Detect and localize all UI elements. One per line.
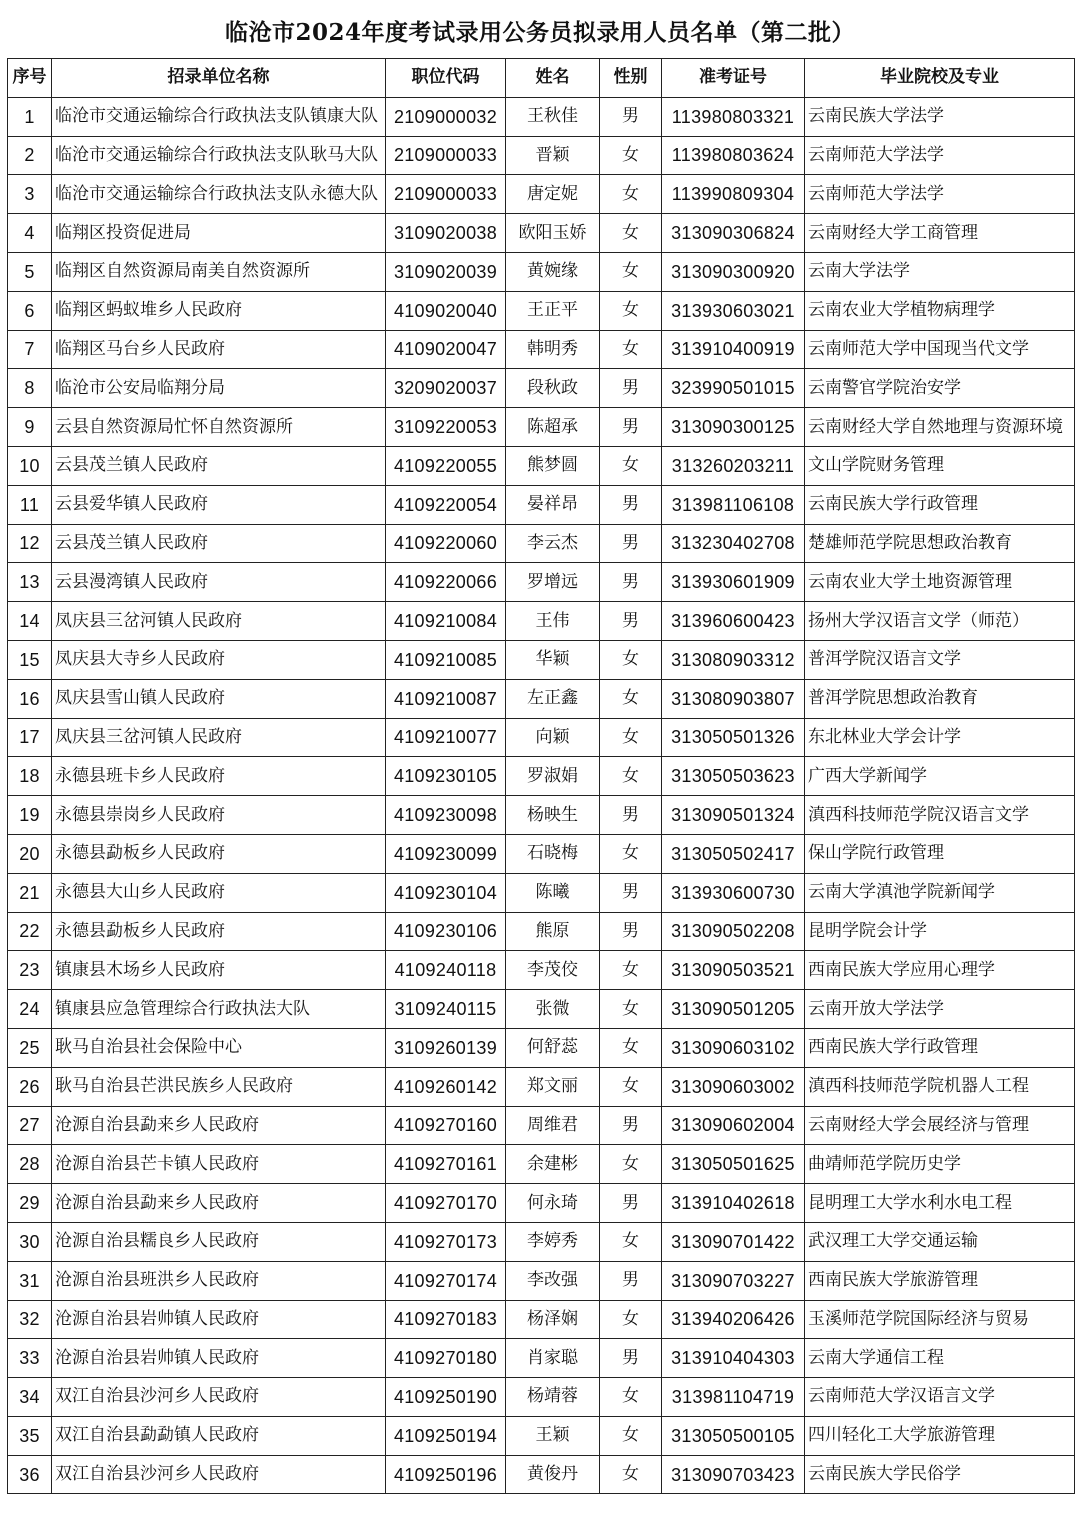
table-row [8,1222,1075,1261]
cell-exam-id: 313050502417 [662,834,805,873]
cell-school-major: 云南农业大学土地资源管理 [805,563,1075,602]
cell-name: 晏祥昂 [506,485,600,524]
cell-seq: 12 [8,524,52,563]
table-row [8,873,1075,912]
cell-exam-id: 313090501324 [662,796,805,835]
cell-seq: 10 [8,446,52,485]
document-title: 临沧市2024年度考试录用公务员拟录用人员名单（第二批） [224,18,855,46]
cell-name: 李云杰 [506,524,600,563]
cell-name: 黄婉缘 [506,252,600,291]
cell-position-code: 3109260139 [386,1028,506,1067]
cell-seq: 20 [8,834,52,873]
cell-name: 杨靖蓉 [506,1378,600,1417]
cell-name: 李改强 [506,1261,600,1300]
cell-unit: 耿马自治县芒洪民族乡人民政府 [52,1067,386,1106]
cell-gender: 男 [600,408,662,447]
cell-unit: 凤庆县雪山镇人民政府 [52,679,386,718]
cell-school-major: 武汉理工大学交通运输 [805,1222,1075,1261]
cell-school-major: 云南师范大学法学 [805,136,1075,175]
cell-name: 唐定妮 [506,175,600,214]
cell-name: 肖家聪 [506,1339,600,1378]
cell-unit: 永德县班卡乡人民政府 [52,757,386,796]
table-row [8,912,1075,951]
cell-name: 郑文丽 [506,1067,600,1106]
cell-school-major: 云南开放大学法学 [805,990,1075,1029]
cell-name: 石晓梅 [506,834,600,873]
cell-unit: 凤庆县三岔河镇人民政府 [52,718,386,757]
cell-position-code: 4109270161 [386,1145,506,1184]
table-row [8,291,1075,330]
cell-school-major: 西南民族大学旅游管理 [805,1261,1075,1300]
table-header-row [8,59,1075,98]
cell-school-major: 滇西科技师范学院汉语言文学 [805,796,1075,835]
cell-exam-id: 313090300125 [662,408,805,447]
table-row [8,834,1075,873]
cell-unit: 双江自治县沙河乡人民政府 [52,1378,386,1417]
cell-seq: 11 [8,485,52,524]
table-row [8,175,1075,214]
cell-name: 段秋政 [506,369,600,408]
cell-exam-id: 313050503623 [662,757,805,796]
cell-school-major: 文山学院财务管理 [805,446,1075,485]
cell-unit: 耿马自治县社会保险中心 [52,1028,386,1067]
cell-name: 周维君 [506,1106,600,1145]
cell-seq: 35 [8,1416,52,1455]
cell-exam-id: 313940206426 [662,1300,805,1339]
cell-school-major: 滇西科技师范学院机器人工程 [805,1067,1075,1106]
cell-gender: 女 [600,757,662,796]
table-row [8,679,1075,718]
cell-name: 晋颖 [506,136,600,175]
cell-school-major: 曲靖师范学院历史学 [805,1145,1075,1184]
cell-gender: 男 [600,485,662,524]
cell-gender: 男 [600,97,662,136]
cell-position-code: 4109230106 [386,912,506,951]
cell-unit: 沧源自治县岩帅镇人民政府 [52,1339,386,1378]
cell-position-code: 4109230099 [386,834,506,873]
cell-position-code: 3109220053 [386,408,506,447]
cell-gender: 女 [600,990,662,1029]
table-row [8,1378,1075,1417]
cell-exam-id: 313050501326 [662,718,805,757]
cell-school-major: 昆明学院会计学 [805,912,1075,951]
cell-gender: 男 [600,602,662,641]
table-body [8,97,1075,1494]
cell-name: 陈曦 [506,873,600,912]
cell-exam-id: 313050500105 [662,1416,805,1455]
table-row [8,757,1075,796]
cell-unit: 凤庆县三岔河镇人民政府 [52,602,386,641]
cell-exam-id: 313960600423 [662,602,805,641]
cell-exam-id: 313080903807 [662,679,805,718]
table-row [8,563,1075,602]
cell-name: 王正平 [506,291,600,330]
cell-seq: 17 [8,718,52,757]
cell-seq: 30 [8,1222,52,1261]
cell-gender: 女 [600,175,662,214]
table-row [8,136,1075,175]
table-row [8,446,1075,485]
cell-gender: 女 [600,330,662,369]
cell-gender: 女 [600,1455,662,1494]
cell-position-code: 4109230105 [386,757,506,796]
cell-gender: 女 [600,1416,662,1455]
cell-unit: 镇康县木场乡人民政府 [52,951,386,990]
cell-unit: 临翔区蚂蚁堆乡人民政府 [52,291,386,330]
cell-exam-id: 313090503521 [662,951,805,990]
cell-unit: 双江自治县沙河乡人民政府 [52,1455,386,1494]
cell-school-major: 保山学院行政管理 [805,834,1075,873]
cell-unit: 双江自治县勐勐镇人民政府 [52,1416,386,1455]
cell-gender: 女 [600,214,662,253]
cell-unit: 临翔区投资促进局 [52,214,386,253]
header-school-major: 毕业院校及专业 [805,59,1075,98]
table-row [8,1455,1075,1494]
cell-exam-id: 113980803624 [662,136,805,175]
cell-position-code: 4109210077 [386,718,506,757]
cell-name: 王颖 [506,1416,600,1455]
cell-position-code: 4109230104 [386,873,506,912]
table-row [8,1106,1075,1145]
cell-position-code: 4109020040 [386,291,506,330]
cell-unit: 永德县崇岗乡人民政府 [52,796,386,835]
header-gender: 性别 [600,59,662,98]
cell-seq: 27 [8,1106,52,1145]
cell-gender: 男 [600,369,662,408]
cell-gender: 男 [600,563,662,602]
cell-school-major: 云南大学滇池学院新闻学 [805,873,1075,912]
cell-seq: 31 [8,1261,52,1300]
cell-school-major: 云南财经大学自然地理与资源环境 [805,408,1075,447]
table-row [8,1028,1075,1067]
cell-school-major: 云南民族大学法学 [805,97,1075,136]
cell-school-major: 普洱学院汉语言文学 [805,640,1075,679]
cell-unit: 临翔区自然资源局南美自然资源所 [52,252,386,291]
cell-gender: 女 [600,951,662,990]
cell-seq: 28 [8,1145,52,1184]
cell-unit: 永德县勐板乡人民政府 [52,912,386,951]
cell-gender: 女 [600,1222,662,1261]
cell-gender: 女 [600,1300,662,1339]
cell-seq: 6 [8,291,52,330]
cell-position-code: 3109020039 [386,252,506,291]
cell-exam-id: 313981104719 [662,1378,805,1417]
cell-name: 陈超承 [506,408,600,447]
cell-school-major: 云南财经大学工商管理 [805,214,1075,253]
cell-gender: 女 [600,291,662,330]
cell-name: 杨泽娴 [506,1300,600,1339]
cell-unit: 临沧市公安局临翔分局 [52,369,386,408]
cell-gender: 女 [600,718,662,757]
cell-seq: 33 [8,1339,52,1378]
table-row [8,640,1075,679]
cell-name: 罗增远 [506,563,600,602]
cell-name: 余建彬 [506,1145,600,1184]
cell-position-code: 4109240118 [386,951,506,990]
table-row [8,1416,1075,1455]
table-row [8,408,1075,447]
cell-position-code: 4109020047 [386,330,506,369]
cell-name: 张微 [506,990,600,1029]
cell-school-major: 西南民族大学应用心理学 [805,951,1075,990]
table-row [8,1184,1075,1223]
cell-school-major: 云南师范大学汉语言文学 [805,1378,1075,1417]
cell-school-major: 普洱学院思想政治教育 [805,679,1075,718]
cell-exam-id: 313930603021 [662,291,805,330]
cell-position-code: 4109250194 [386,1416,506,1455]
cell-school-major: 云南财经大学会展经济与管理 [805,1106,1075,1145]
cell-school-major: 四川轻化工大学旅游管理 [805,1416,1075,1455]
cell-seq: 25 [8,1028,52,1067]
cell-exam-id: 313090502208 [662,912,805,951]
cell-unit: 云县茂兰镇人民政府 [52,524,386,563]
cell-gender: 男 [600,524,662,563]
cell-position-code: 4109250196 [386,1455,506,1494]
cell-seq: 24 [8,990,52,1029]
header-name: 姓名 [506,59,600,98]
cell-position-code: 2109000033 [386,136,506,175]
cell-exam-id: 313930601909 [662,563,805,602]
table-row [8,718,1075,757]
cell-unit: 临沧市交通运输综合行政执法支队耿马大队 [52,136,386,175]
cell-gender: 男 [600,1261,662,1300]
cell-position-code: 4109270170 [386,1184,506,1223]
cell-seq: 29 [8,1184,52,1223]
cell-name: 何舒蕊 [506,1028,600,1067]
cell-unit: 凤庆县大寺乡人民政府 [52,640,386,679]
cell-position-code: 4109270183 [386,1300,506,1339]
cell-exam-id: 313090300920 [662,252,805,291]
table-row [8,1067,1075,1106]
cell-seq: 4 [8,214,52,253]
cell-seq: 2 [8,136,52,175]
cell-position-code: 4109260142 [386,1067,506,1106]
cell-seq: 5 [8,252,52,291]
cell-exam-id: 313910404303 [662,1339,805,1378]
cell-seq: 9 [8,408,52,447]
cell-exam-id: 323990501015 [662,369,805,408]
cell-seq: 14 [8,602,52,641]
cell-seq: 1 [8,97,52,136]
cell-exam-id: 113990809304 [662,175,805,214]
cell-gender: 男 [600,912,662,951]
table-row [8,524,1075,563]
header-position-code: 职位代码 [386,59,506,98]
cell-name: 向颖 [506,718,600,757]
cell-name: 华颖 [506,640,600,679]
cell-seq: 15 [8,640,52,679]
cell-exam-id: 313090501205 [662,990,805,1029]
cell-name: 熊原 [506,912,600,951]
cell-exam-id: 313930600730 [662,873,805,912]
cell-name: 李茂佼 [506,951,600,990]
cell-seq: 19 [8,796,52,835]
table-row [8,330,1075,369]
cell-school-major: 西南民族大学行政管理 [805,1028,1075,1067]
cell-school-major: 扬州大学汉语言文学（师范） [805,602,1075,641]
table-row [8,97,1075,136]
table-row [8,369,1075,408]
cell-school-major: 云南民族大学民俗学 [805,1455,1075,1494]
cell-exam-id: 313090603002 [662,1067,805,1106]
cell-unit: 沧源自治县岩帅镇人民政府 [52,1300,386,1339]
cell-gender: 女 [600,1028,662,1067]
cell-name: 左正鑫 [506,679,600,718]
table-row [8,252,1075,291]
cell-unit: 云县茂兰镇人民政府 [52,446,386,485]
table-row [8,1339,1075,1378]
cell-gender: 女 [600,446,662,485]
cell-seq: 3 [8,175,52,214]
cell-seq: 22 [8,912,52,951]
cell-seq: 7 [8,330,52,369]
cell-unit: 临翔区马台乡人民政府 [52,330,386,369]
cell-school-major: 楚雄师范学院思想政治教育 [805,524,1075,563]
cell-unit: 永德县勐板乡人民政府 [52,834,386,873]
cell-gender: 女 [600,136,662,175]
cell-exam-id: 313050501625 [662,1145,805,1184]
cell-gender: 女 [600,834,662,873]
cell-exam-id: 313080903312 [662,640,805,679]
table-row [8,602,1075,641]
cell-name: 欧阳玉娇 [506,214,600,253]
cell-position-code: 4109210085 [386,640,506,679]
cell-school-major: 玉溪师范学院国际经济与贸易 [805,1300,1075,1339]
cell-exam-id: 313230402708 [662,524,805,563]
table-row [8,1145,1075,1184]
cell-unit: 沧源自治县勐来乡人民政府 [52,1184,386,1223]
cell-unit: 沧源自治县糯良乡人民政府 [52,1222,386,1261]
cell-unit: 沧源自治县芒卡镇人民政府 [52,1145,386,1184]
cell-gender: 男 [600,873,662,912]
cell-exam-id: 313090306824 [662,214,805,253]
cell-position-code: 2109000033 [386,175,506,214]
cell-position-code: 4109250190 [386,1378,506,1417]
cell-seq: 21 [8,873,52,912]
cell-school-major: 云南师范大学法学 [805,175,1075,214]
cell-position-code: 3209020037 [386,369,506,408]
cell-name: 罗淑娟 [506,757,600,796]
cell-exam-id: 313090703227 [662,1261,805,1300]
cell-school-major: 云南大学通信工程 [805,1339,1075,1378]
table-row [8,796,1075,835]
header-exam-id: 准考证号 [662,59,805,98]
cell-position-code: 4109270160 [386,1106,506,1145]
cell-exam-id: 313910402618 [662,1184,805,1223]
cell-seq: 26 [8,1067,52,1106]
cell-position-code: 4109220066 [386,563,506,602]
cell-position-code: 3109020038 [386,214,506,253]
cell-gender: 女 [600,1145,662,1184]
cell-position-code: 4109210087 [386,679,506,718]
cell-position-code: 4109230098 [386,796,506,835]
cell-exam-id: 313090701422 [662,1222,805,1261]
cell-seq: 23 [8,951,52,990]
cell-seq: 34 [8,1378,52,1417]
cell-name: 黄俊丹 [506,1455,600,1494]
cell-unit: 临沧市交通运输综合行政执法支队永德大队 [52,175,386,214]
cell-unit: 镇康县应急管理综合行政执法大队 [52,990,386,1029]
cell-unit: 云县自然资源局忙怀自然资源所 [52,408,386,447]
cell-exam-id: 313981106108 [662,485,805,524]
cell-name: 熊梦圆 [506,446,600,485]
header-unit: 招录单位名称 [52,59,386,98]
table-row [8,951,1075,990]
cell-unit: 云县漫湾镇人民政府 [52,563,386,602]
cell-name: 何永琦 [506,1184,600,1223]
table-row [8,990,1075,1029]
cell-gender: 男 [600,1184,662,1223]
cell-exam-id: 313910400919 [662,330,805,369]
cell-school-major: 云南大学法学 [805,252,1075,291]
cell-exam-id: 313260203211 [662,446,805,485]
cell-name: 韩明秀 [506,330,600,369]
cell-position-code: 2109000032 [386,97,506,136]
cell-position-code: 4109270174 [386,1261,506,1300]
cell-gender: 女 [600,679,662,718]
table-row [8,1261,1075,1300]
cell-unit: 沧源自治县勐来乡人民政府 [52,1106,386,1145]
cell-school-major: 云南农业大学植物病理学 [805,291,1075,330]
cell-gender: 女 [600,1378,662,1417]
cell-school-major: 云南警官学院治安学 [805,369,1075,408]
cell-gender: 男 [600,1339,662,1378]
cell-school-major: 云南民族大学行政管理 [805,485,1075,524]
cell-position-code: 4109220055 [386,446,506,485]
cell-seq: 13 [8,563,52,602]
table-row [8,485,1075,524]
cell-position-code: 4109270173 [386,1222,506,1261]
cell-position-code: 4109220054 [386,485,506,524]
cell-position-code: 4109270180 [386,1339,506,1378]
cell-unit: 云县爱华镇人民政府 [52,485,386,524]
cell-name: 王秋佳 [506,97,600,136]
cell-gender: 男 [600,1106,662,1145]
cell-seq: 32 [8,1300,52,1339]
cell-seq: 18 [8,757,52,796]
cell-name: 王伟 [506,602,600,641]
candidate-table [7,58,1075,1494]
cell-school-major: 昆明理工大学水利水电工程 [805,1184,1075,1223]
cell-exam-id: 313090703423 [662,1455,805,1494]
cell-gender: 男 [600,796,662,835]
cell-position-code: 4109210084 [386,602,506,641]
header-seq: 序号 [8,59,52,98]
cell-name: 李婷秀 [506,1222,600,1261]
cell-seq: 36 [8,1455,52,1494]
table-row [8,1300,1075,1339]
cell-exam-id: 313090602004 [662,1106,805,1145]
cell-school-major: 东北林业大学会计学 [805,718,1075,757]
cell-gender: 女 [600,640,662,679]
cell-position-code: 3109240115 [386,990,506,1029]
cell-school-major: 云南师范大学中国现当代文学 [805,330,1075,369]
cell-gender: 女 [600,1067,662,1106]
cell-seq: 8 [8,369,52,408]
cell-unit: 永德县大山乡人民政府 [52,873,386,912]
cell-unit: 临沧市交通运输综合行政执法支队镇康大队 [52,97,386,136]
cell-position-code: 4109220060 [386,524,506,563]
cell-exam-id: 313090603102 [662,1028,805,1067]
cell-unit: 沧源自治县班洪乡人民政府 [52,1261,386,1300]
table-row [8,214,1075,253]
cell-name: 杨映生 [506,796,600,835]
cell-gender: 女 [600,252,662,291]
cell-seq: 16 [8,679,52,718]
cell-exam-id: 113980803321 [662,97,805,136]
cell-school-major: 广西大学新闻学 [805,757,1075,796]
